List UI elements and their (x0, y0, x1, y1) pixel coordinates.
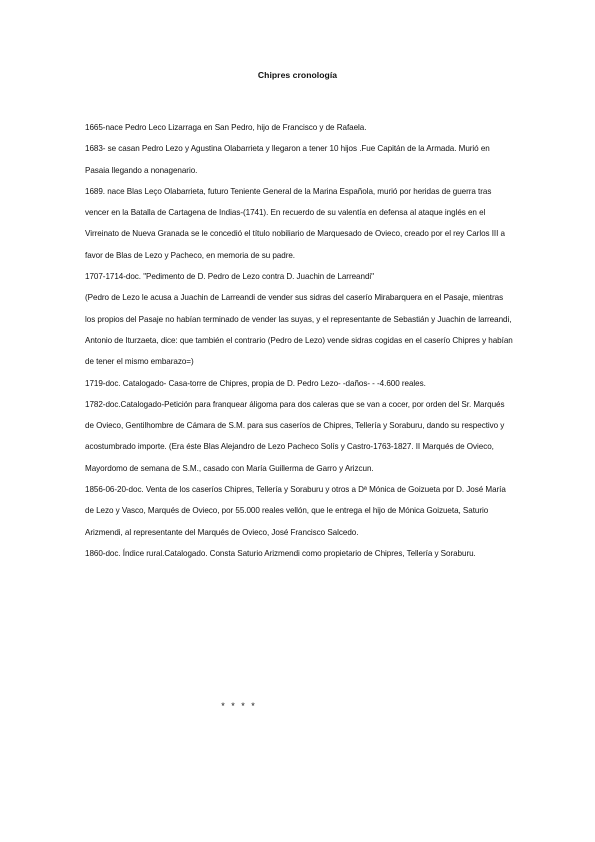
paragraph-1707-detail: (Pedro de Lezo le acusa a Juachin de Larreandi de vender sus sidras del caserío Mirabarquera en el Pasaje, mientras los propios del Pasaje no habían terminado de vender las suyas, y el representante de Sebastián y Juachin de larreandi, Antonio de Iturzaeta, dice: que también el contrario (Pedro de Lezo) vende sidras cogidas en el caserío Chipres y habían de tener el mismo embarazo=) (85, 293, 513, 367)
closing-mark: * * * * (221, 701, 257, 711)
paragraph-1665: 1665-nace Pedro Leco Lizarraga en San Pedro, hijo de Francisco y de Rafaela. (85, 123, 367, 132)
paragraph-1683: 1683- se casan Pedro Lezo y Agustina Olabarrieta y llegaron a tener 10 hijos .Fue Capitán de la Armada. Murió en Pasaia llegando a nonagenario. (85, 144, 490, 175)
document-title: Chipres cronología (257, 70, 338, 80)
paragraph-1689: 1689. nace Blas Leço Olabarrieta, futuro Teniente General de la Marina Española, murió por heridas de guerra tras vencer en la Batalla de Cartagena de Indias-(1741). En recuerdo de su valentía en defensa al ataque inglés en el Virreinato de Nueva Granada se le concedió el título nobiliario de Marquesado de Ovieco, creado por el rey Carlos III a favor de Blas de Lezo y Pacheco, en memoria de su padre. (85, 186, 505, 260)
paragraph-1782: 1782-doc.Catalogado-Petición para franquear áligoma para dos caleras que se van a cocer, por orden del Sr. Marqués de Ovieco, Gentilhombre de Cámara de S.M. para sus caseríos de Chipres, Tellería y Soraburu, dando su respectivo y acostumbrado importe. (Era éste Blas Alejandro de Lezo Pacheco Solís y Castro-1763-1827. II Marqués de Ovieco, Mayordomo de semana de S.M., casado con María Guillerma de Garro y Arizcun. (85, 399, 505, 473)
paragraph-1719: 1719-doc. Catalogado- Casa-torre de Chipres, propia de D. Pedro Lezo- -daños- - -4.600 reales. (85, 378, 426, 388)
paragraph-1860: 1860-doc. Índice rural.Catalogado. Consta Saturio Arizmendi como propietario de Chipres, Tellería y Soraburu. (85, 548, 476, 558)
paragraph-1856: 1856-06-20-doc. Venta de los caseríos Chipres, Tellería y Soraburu y otros a Dª Mónica de Goizueta por D. José María de Lezo y Vasco, Marqués de Ovieco, por 55.000 reales vellón, que le entrega el hijo de Mónica Goizueta, Saturio Arizmendi, al representante del Marqués de Ovieco, José Francisco Salcedo. (85, 485, 506, 537)
paragraph-1707-heading: 1707-1714-doc. "Pedimento de D. Pedro de Lezo contra D. Juachin de Larreandi" (85, 272, 374, 282)
document-body (85, 117, 515, 564)
